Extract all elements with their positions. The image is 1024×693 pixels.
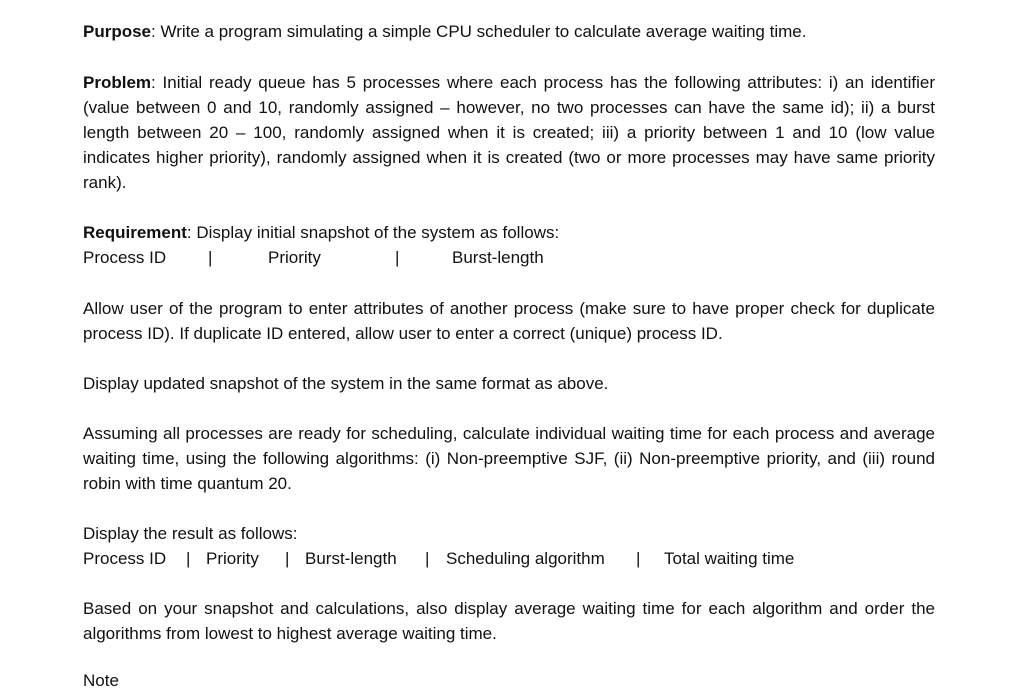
updated-snapshot-paragraph: Display updated snapshot of the system in the same format as above.: [83, 374, 609, 393]
result-separator: |: [285, 549, 290, 568]
requirement-paragraph: [83, 220, 935, 245]
result-col-priority: Priority: [206, 549, 259, 568]
result-col-process-id: Process ID: [83, 549, 167, 568]
result-col-total-waiting-time: Total waiting time: [664, 549, 795, 568]
snapshot-col-process-id: Process ID: [83, 248, 167, 267]
result-separator: |: [186, 549, 191, 568]
purpose-paragraph: [83, 19, 935, 44]
result-col-burst-length: Burst-length: [305, 549, 397, 568]
purpose-text: : Write a program simulating a simple CPU scheduler to calculate average waiting time.: [151, 22, 807, 41]
result-header-row: [83, 546, 935, 571]
snapshot-col-priority: Priority: [268, 248, 321, 267]
snapshot-col-burst-length: Burst-length: [452, 248, 544, 267]
allow-user-paragraph: Allow user of the program to enter attributes of another process (make sure to have proper check for duplicate process ID). If duplicate ID entered, allow user to enter a correct (unique) process ID.: [83, 299, 935, 343]
requirement-text: : Display initial snapshot of the system as follows:: [186, 223, 560, 242]
result-separator: |: [425, 549, 430, 568]
note-heading-partial: Note: [83, 671, 119, 690]
snapshot-separator: |: [208, 248, 213, 267]
result-col-scheduling-algorithm: Scheduling algorithm: [446, 549, 605, 568]
result-paragraph: Display the result as follows:: [83, 524, 298, 543]
result-separator: |: [636, 549, 641, 568]
average-ordering-paragraph: Based on your snapshot and calculations, also display average waiting time for each algorithm and order the algorithms from lowest to highest average waiting time.: [83, 599, 935, 643]
purpose-label: Purpose: [83, 22, 152, 41]
requirement-label: Requirement: [83, 223, 187, 242]
snapshot-separator: |: [395, 248, 400, 267]
problem-label: Problem: [83, 73, 152, 92]
problem-paragraph: [83, 70, 935, 195]
problem-text: : Initial ready queue has 5 processes where each process has the following attributes: i) an identifier (value between 0 and 10, randomly assigned – however, no two processes can have the same id); ii) a burst length between 20 – 100, randomly assigned when it is created; iii) a priority between 1 and 10 (low value indicates higher priority), randomly assigned when it is created (two or more processes may have same priority rank).: [83, 73, 935, 192]
scheduling-paragraph: Assuming all processes are ready for scheduling, calculate individual waiting time for each process and average waiting time, using the following algorithms: (i) Non-preemptive SJF, (ii) Non-preemptive priority, and (iii) round robin with time quantum 20.: [83, 424, 935, 493]
snapshot-header-row: [83, 245, 935, 270]
